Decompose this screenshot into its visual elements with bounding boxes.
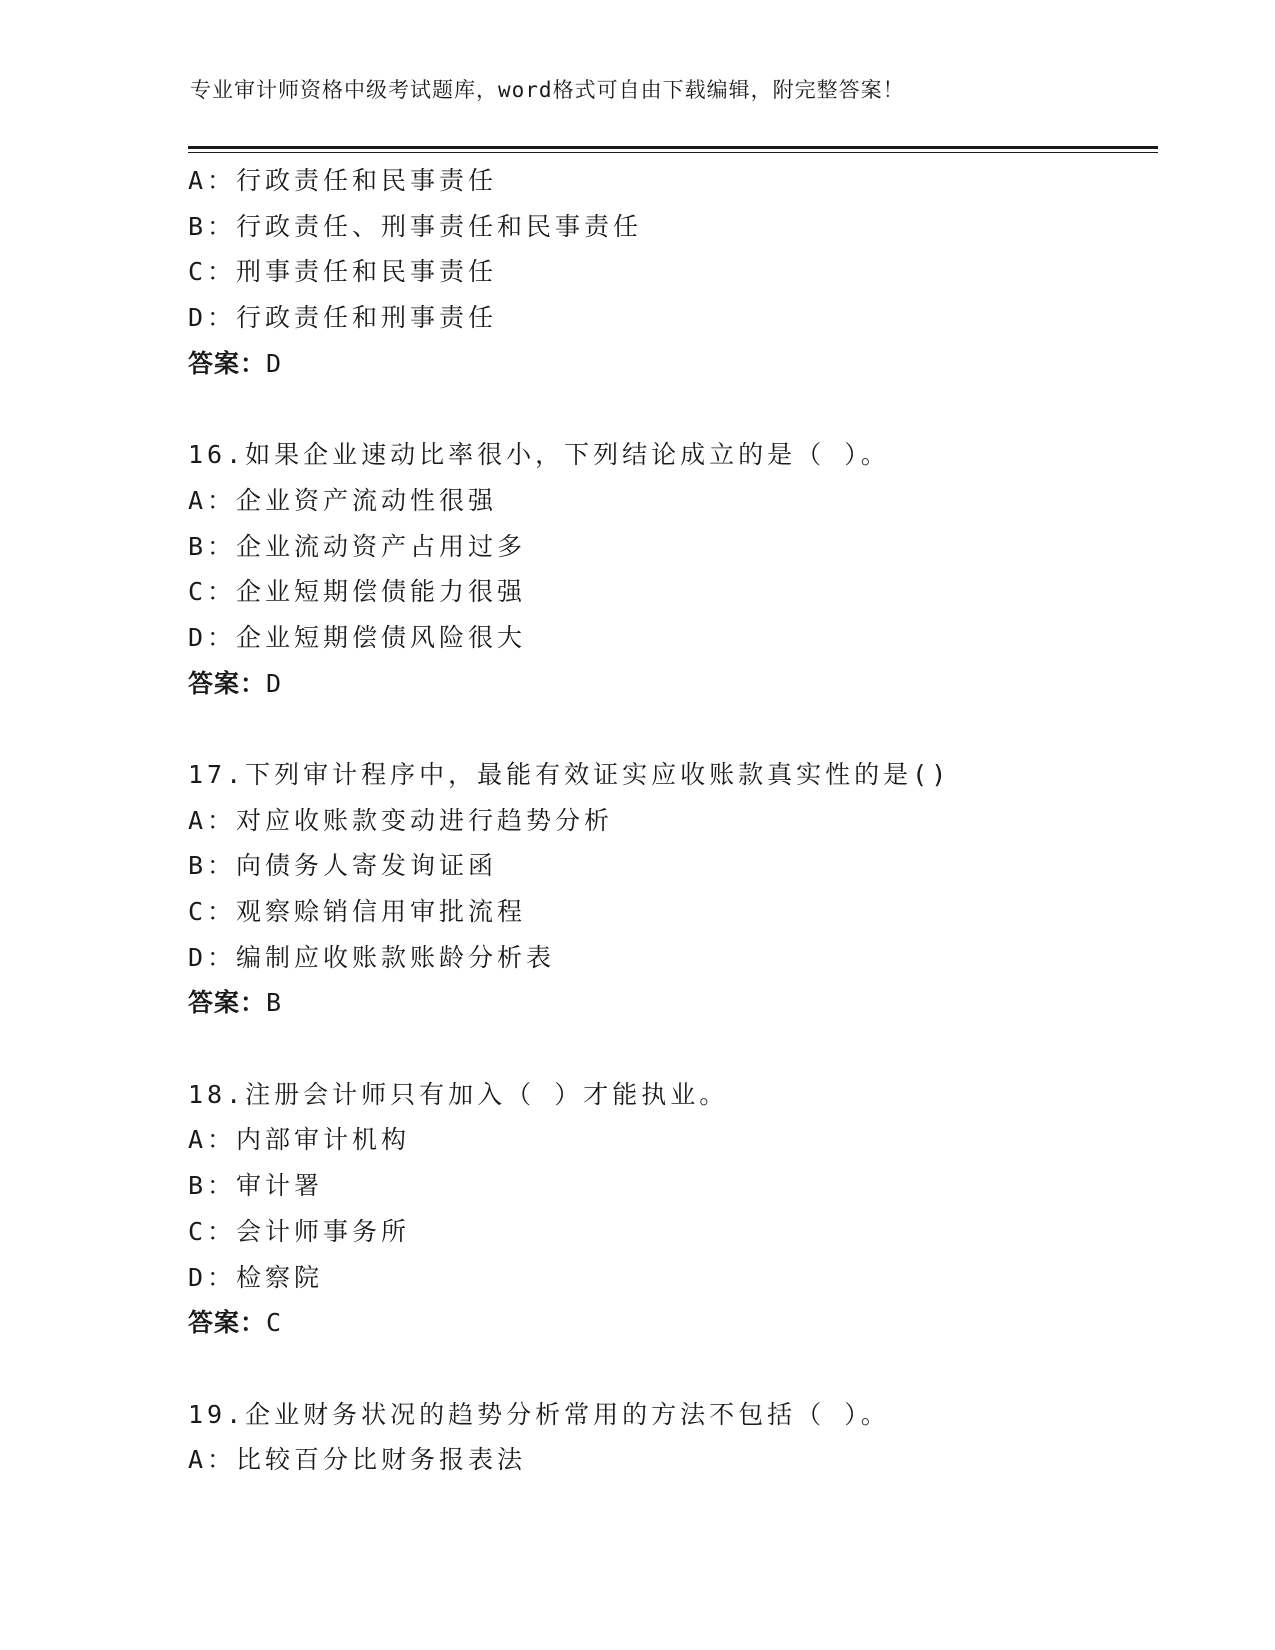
spacer [188, 706, 1168, 752]
answer-value: D [266, 668, 283, 698]
option-a: A：对应收账款变动进行趋势分析 [188, 805, 614, 835]
answer-line [188, 1300, 1168, 1346]
option-d: D：企业短期偿债风险很大 [188, 622, 527, 652]
answer-line [188, 980, 1168, 1026]
answer-label: 答案： [188, 668, 267, 698]
header-rule-thin [188, 152, 1158, 153]
spacer [188, 1346, 1168, 1392]
option-d: D：编制应收账款账龄分析表 [188, 942, 556, 972]
option-c: C：刑事责任和民事责任 [188, 257, 498, 287]
page-header: 专业审计师资格中级考试题库，word格式可自由下载编辑，附完整答案！ [190, 78, 905, 102]
answer-label: 答案： [188, 348, 267, 378]
option-c: C：企业短期偿债能力很强 [188, 577, 527, 607]
header-rule-thick [188, 146, 1158, 149]
question-list [188, 158, 1168, 1483]
option-d: D：行政责任和刑事责任 [188, 303, 498, 333]
answer-value: C [266, 1308, 283, 1338]
answer-label: 答案： [188, 988, 267, 1018]
answer-line [188, 341, 1168, 387]
option-a: A：企业资产流动性很强 [188, 485, 498, 515]
question-stem: 17.下列审计程序中，最能有效证实应收账款真实性的是() [188, 759, 951, 789]
option-b: B：向债务人寄发询证函 [188, 851, 498, 881]
answer-label: 答案： [188, 1308, 267, 1338]
question-stem: 19.企业财务状况的趋势分析常用的方法不包括（ ）。 [188, 1399, 890, 1429]
option-b: B：企业流动资产占用过多 [188, 531, 527, 561]
question-15 [188, 158, 1168, 386]
option-d: D：检察院 [188, 1262, 324, 1292]
question-19 [188, 1392, 1168, 1483]
question-16 [188, 432, 1168, 706]
option-a: A：比较百分比财务报表法 [188, 1445, 527, 1475]
answer-line [188, 661, 1168, 707]
option-c: C：会计师事务所 [188, 1216, 411, 1246]
option-c: C：观察赊销信用审批流程 [188, 897, 527, 926]
question-stem: 18.注册会计师只有加入（ ）才能执业。 [188, 1079, 729, 1109]
question-stem: 16.如果企业速动比率很小，下列结论成立的是（ ）。 [188, 440, 890, 470]
answer-value: B [266, 988, 283, 1018]
question-18 [188, 1072, 1168, 1346]
option-b: B：行政责任、刑事责任和民事责任 [188, 211, 643, 241]
option-a: A：内部审计机构 [188, 1125, 411, 1155]
spacer [188, 386, 1168, 432]
spacer [188, 1026, 1168, 1072]
option-a: A：行政责任和民事责任 [188, 166, 498, 195]
question-17 [188, 752, 1168, 1026]
option-b: B：审计署 [188, 1171, 324, 1201]
answer-value: D [266, 348, 283, 378]
